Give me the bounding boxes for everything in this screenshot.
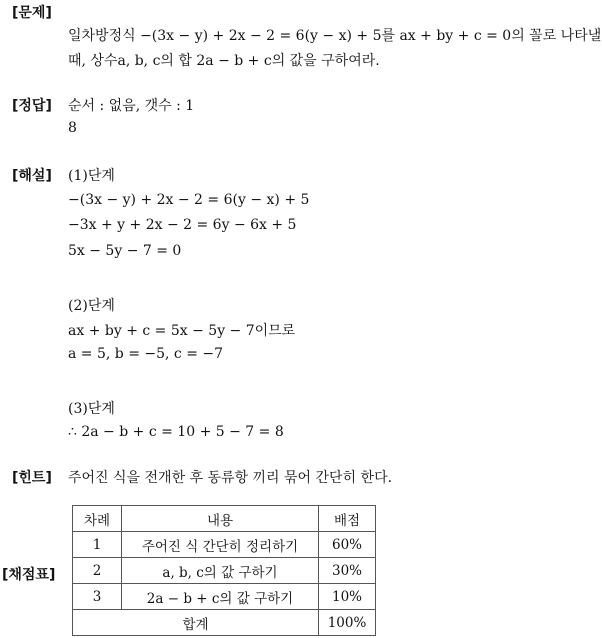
rubric-table [72, 505, 376, 636]
problem-line-2: 때, 상수a, b, c의 합 2a − b + c의 값을 구하여라. [68, 53, 380, 69]
step3-line: ∴ 2a − b + c = 10 + 5 − 7 = 8 [68, 424, 284, 440]
solution-label: [해설] [12, 168, 52, 184]
step1-title: (1)단계 [68, 168, 115, 184]
rubric-cell-content: 2a − b + c의 값 구하기 [122, 584, 319, 610]
rubric-cell-content: 주어진 식 간단히 정리하기 [122, 532, 319, 558]
rubric-total-row [73, 610, 376, 636]
rubric-cell-order: 1 [73, 532, 122, 558]
hint-text: 주어진 식을 전개한 후 동류항 끼리 묶어 간단히 한다. [68, 470, 393, 486]
rubric-cell-points: 60% [319, 532, 376, 558]
step2-line: a = 5, b = −5, c = −7 [68, 346, 224, 362]
step2-title: (2)단계 [68, 298, 115, 314]
rubric-header-points: 배점 [319, 506, 376, 532]
step1-line: −(3x − y) + 2x − 2 = 6(y − x) + 5 [68, 192, 310, 208]
rubric-cell-order: 3 [73, 584, 122, 610]
table-row [73, 532, 376, 558]
step1-line: −3x + y + 2x − 2 = 6y − 6x + 5 [68, 217, 297, 233]
rubric-cell-content: a, b, c의 값 구하기 [122, 558, 319, 584]
table-row [73, 584, 376, 610]
step3-title: (3)단계 [68, 401, 115, 417]
answer-value: 8 [68, 120, 77, 136]
table-row [73, 558, 376, 584]
rubric-cell-points: 10% [319, 584, 376, 610]
rubric-header-order: 차례 [73, 506, 122, 532]
rubric-total-value: 100% [319, 610, 376, 636]
rubric-total-label: 합계 [73, 610, 319, 636]
hint-label: [힌트] [12, 470, 52, 486]
problem-line-1: 일차방정식 −(3x − y) + 2x − 2 = 6(y − x) + 5를 ax + by + c = 0의 꼴로 나타낼 [68, 28, 602, 44]
step1-line: 5x − 5y − 7 = 0 [68, 243, 182, 259]
rubric-cell-points: 30% [319, 558, 376, 584]
rubric-header-row [73, 506, 376, 532]
rubric-cell-order: 2 [73, 558, 122, 584]
rubric-header-content: 내용 [122, 506, 319, 532]
step2-line: ax + by + c = 5x − 5y − 7이므로 [68, 323, 296, 339]
rubric-label: [채점표] [2, 567, 56, 583]
answer-label: [정답] [12, 98, 52, 114]
answer-line-1: 순서 : 없음, 갯수 : 1 [68, 98, 195, 114]
problem-label: [문제] [12, 5, 52, 21]
